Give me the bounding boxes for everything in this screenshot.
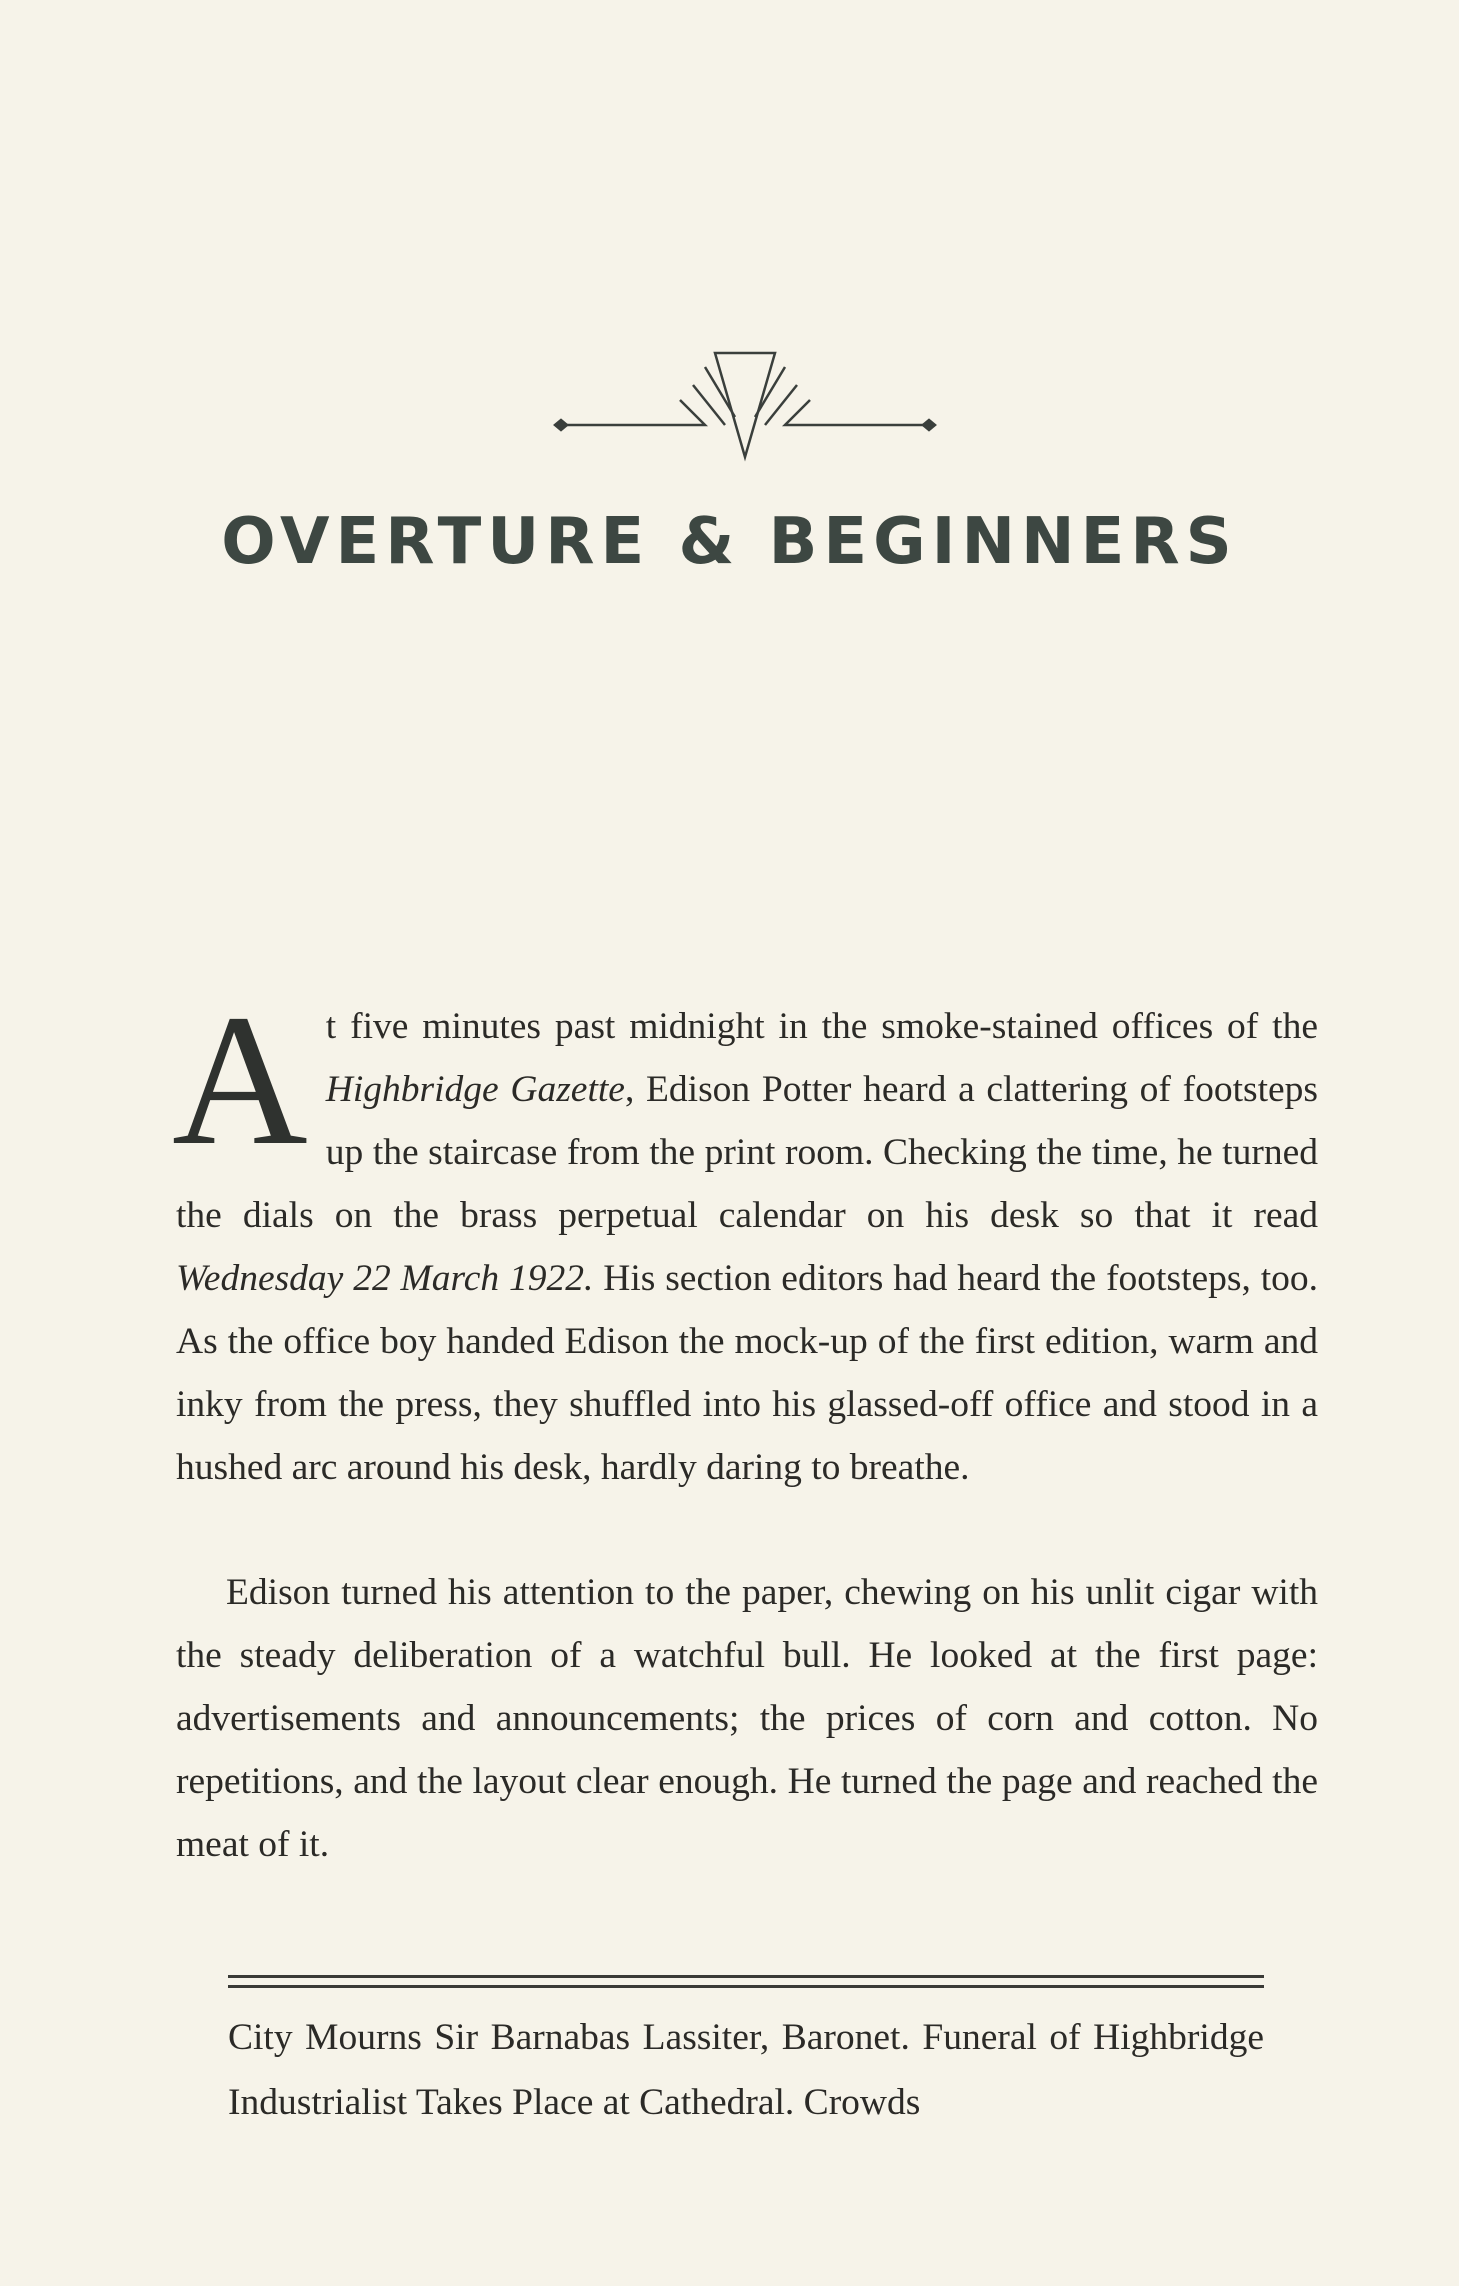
double-rule-top: [228, 1975, 1264, 1978]
newspaper-headline: City Mourns Sir Barnabas Lassiter, Baronet. Funeral of Highbridge Industrialist Takes Place at Cathedral. Crowds: [228, 2017, 1264, 2123]
art-deco-ornament-icon: [545, 345, 945, 465]
paragraph-text: t five minutes past midnight in the smoke-stained offices of the: [325, 1006, 1318, 1047]
double-rule-bottom: [228, 1985, 1264, 1988]
opening-paragraph: [172, 975, 1319, 1499]
paragraph-text: , Edison Potter heard a clattering of footsteps up the staircase from the print room. Checking the time, he turned the dials on the brass perpetual calendar on his desk so that it read: [176, 1069, 1319, 1236]
newspaper-name: Highbridge Gazette: [325, 1069, 625, 1110]
second-paragraph: Edison turned his attention to the paper, chewing on his unlit cigar with the steady deliberation of a watchful bull. He looked at the first page: advertisements and announcements; the prices of corn and cotton. No repetitions, and the layout clear enough. He turned the page and reached the meat of it.: [176, 1572, 1318, 1865]
calendar-date: Wednesday 22 March 1922.: [176, 1258, 594, 1299]
chapter-title: OVERTURE & BEGINNERS: [221, 505, 1238, 579]
paragraph-text: His section editors had heard the footsteps, too. As the office boy handed Edison the mock-up of the first edition, warm and inky from the press, they shuffled into his glassed-off office and stood in a hushed arc around his desk, hardly daring to breathe.: [176, 1258, 1319, 1488]
drop-cap: A: [172, 975, 308, 1184]
